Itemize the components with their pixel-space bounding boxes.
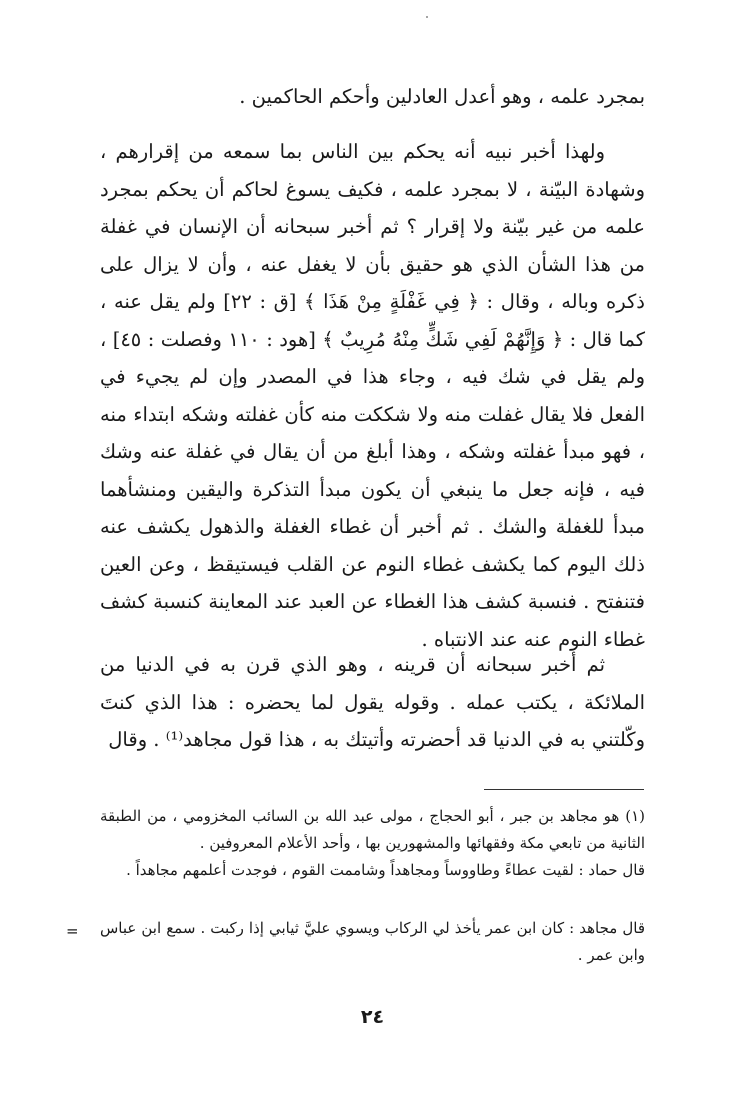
continuation-mark: = [66,922,79,940]
body-paragraph-1 [100,133,645,658]
footnote-text: قال مجاهد : كان ابن عمر يأخذ لي الركاب ويسوي عليَّ ثيابي إذا ركبت . سمع ابن عباس وابن عمر . [100,919,645,964]
footnote-text: قال حماد : لقيت عطاءً وطاووساً ومجاهداً وشاممت القوم ، فوجدت أعلمهم مجاهداً . [126,861,645,879]
footnote-1-continued-b [100,915,667,969]
footnote-separator [484,789,644,790]
body-paragraph-2 [100,646,645,759]
scan-speck [426,16,428,18]
footnote-1 [100,803,645,857]
footnote-text: (١) هو مجاهد بن جبر ، أبو الحجاج ، مولى عبد الله بن السائب المخزومي ، من الطبقة الثانية من تابعي مكة وفقهائها والمشهورين بها ، وأحد الأعلام المعروفين . [100,807,645,852]
paragraph-text: ولهذا أخبر نبيه أنه يحكم بين الناس بما سمعه من إقرارهم ، وشهادة البيّنة ، لا بمجرد علمه ، فكيف يسوغ لحاكم أن يحكم بمجرد علمه من غير بيّنة ولا إقرار ؟ ثم أخبر سبحانه أن الإنسان في غفلة من هذا الشأن الذي هو حقيق بأن لا يغفل عنه ، وأن لا يزال على ذكره وباله ، وقال : ﴿ فِي غَفْلَةٍ مِنْ هَذَا ﴾ [ق : ٢٢] ولم يقل عنه ، كما قال : ﴿ وَإِنَّهُمْ لَفِي شَكٍّ مِنْهُ مُرِيبٌ ﴾ [هود : ١١٠ وفصلت : ٤٥] ، ولم يقل في شك فيه ، وجاء هذا في المصدر وإن لم يجيء في الفعل فلا يقال غفلت منه ولا شككت منه كأن غفلته وشكه ابتداء منه ، فهو مبدأ غفلته وشكه ، وهذا أبلغ من أن يقال في غفلة عنه وشك فيه ، فإنه جعل ما ينبغي أن يكون مبدأ التذكرة واليقين ومنشأهما مبدأ للغفلة والشك . ثم أخبر أن غطاء الغفلة والذهول يكشف عنه ذلك اليوم كما يكشف غطاء النوم عن القلب فيستيقظ ، وعن العين فتنفتح . فنسبة كشف هذا الغطاء عن العبد عند المعاينة كنسبة كشف غطاء النوم عنه عند الانتباه . [100,140,645,651]
body-paragraph-continued [100,78,645,116]
paragraph-text: ثم أخبر سبحانه أن قرينه ، وهو الذي قرن به في الدنيا من الملائكة ، يكتب عمله . وقوله يقول لما يحضره : هذا الذي كنتَ وكّلتني به في الدنيا قد أحضرته وأتيتك به ، هذا قول مجاهد⁽¹⁾ . وقال [100,653,645,751]
paragraph-text: بمجرد علمه ، وهو أعدل العادلين وأحكم الحاكمين . [239,85,645,108]
footnote-1-continued-a [100,857,667,884]
page-number: ٢٤ [360,1006,385,1028]
